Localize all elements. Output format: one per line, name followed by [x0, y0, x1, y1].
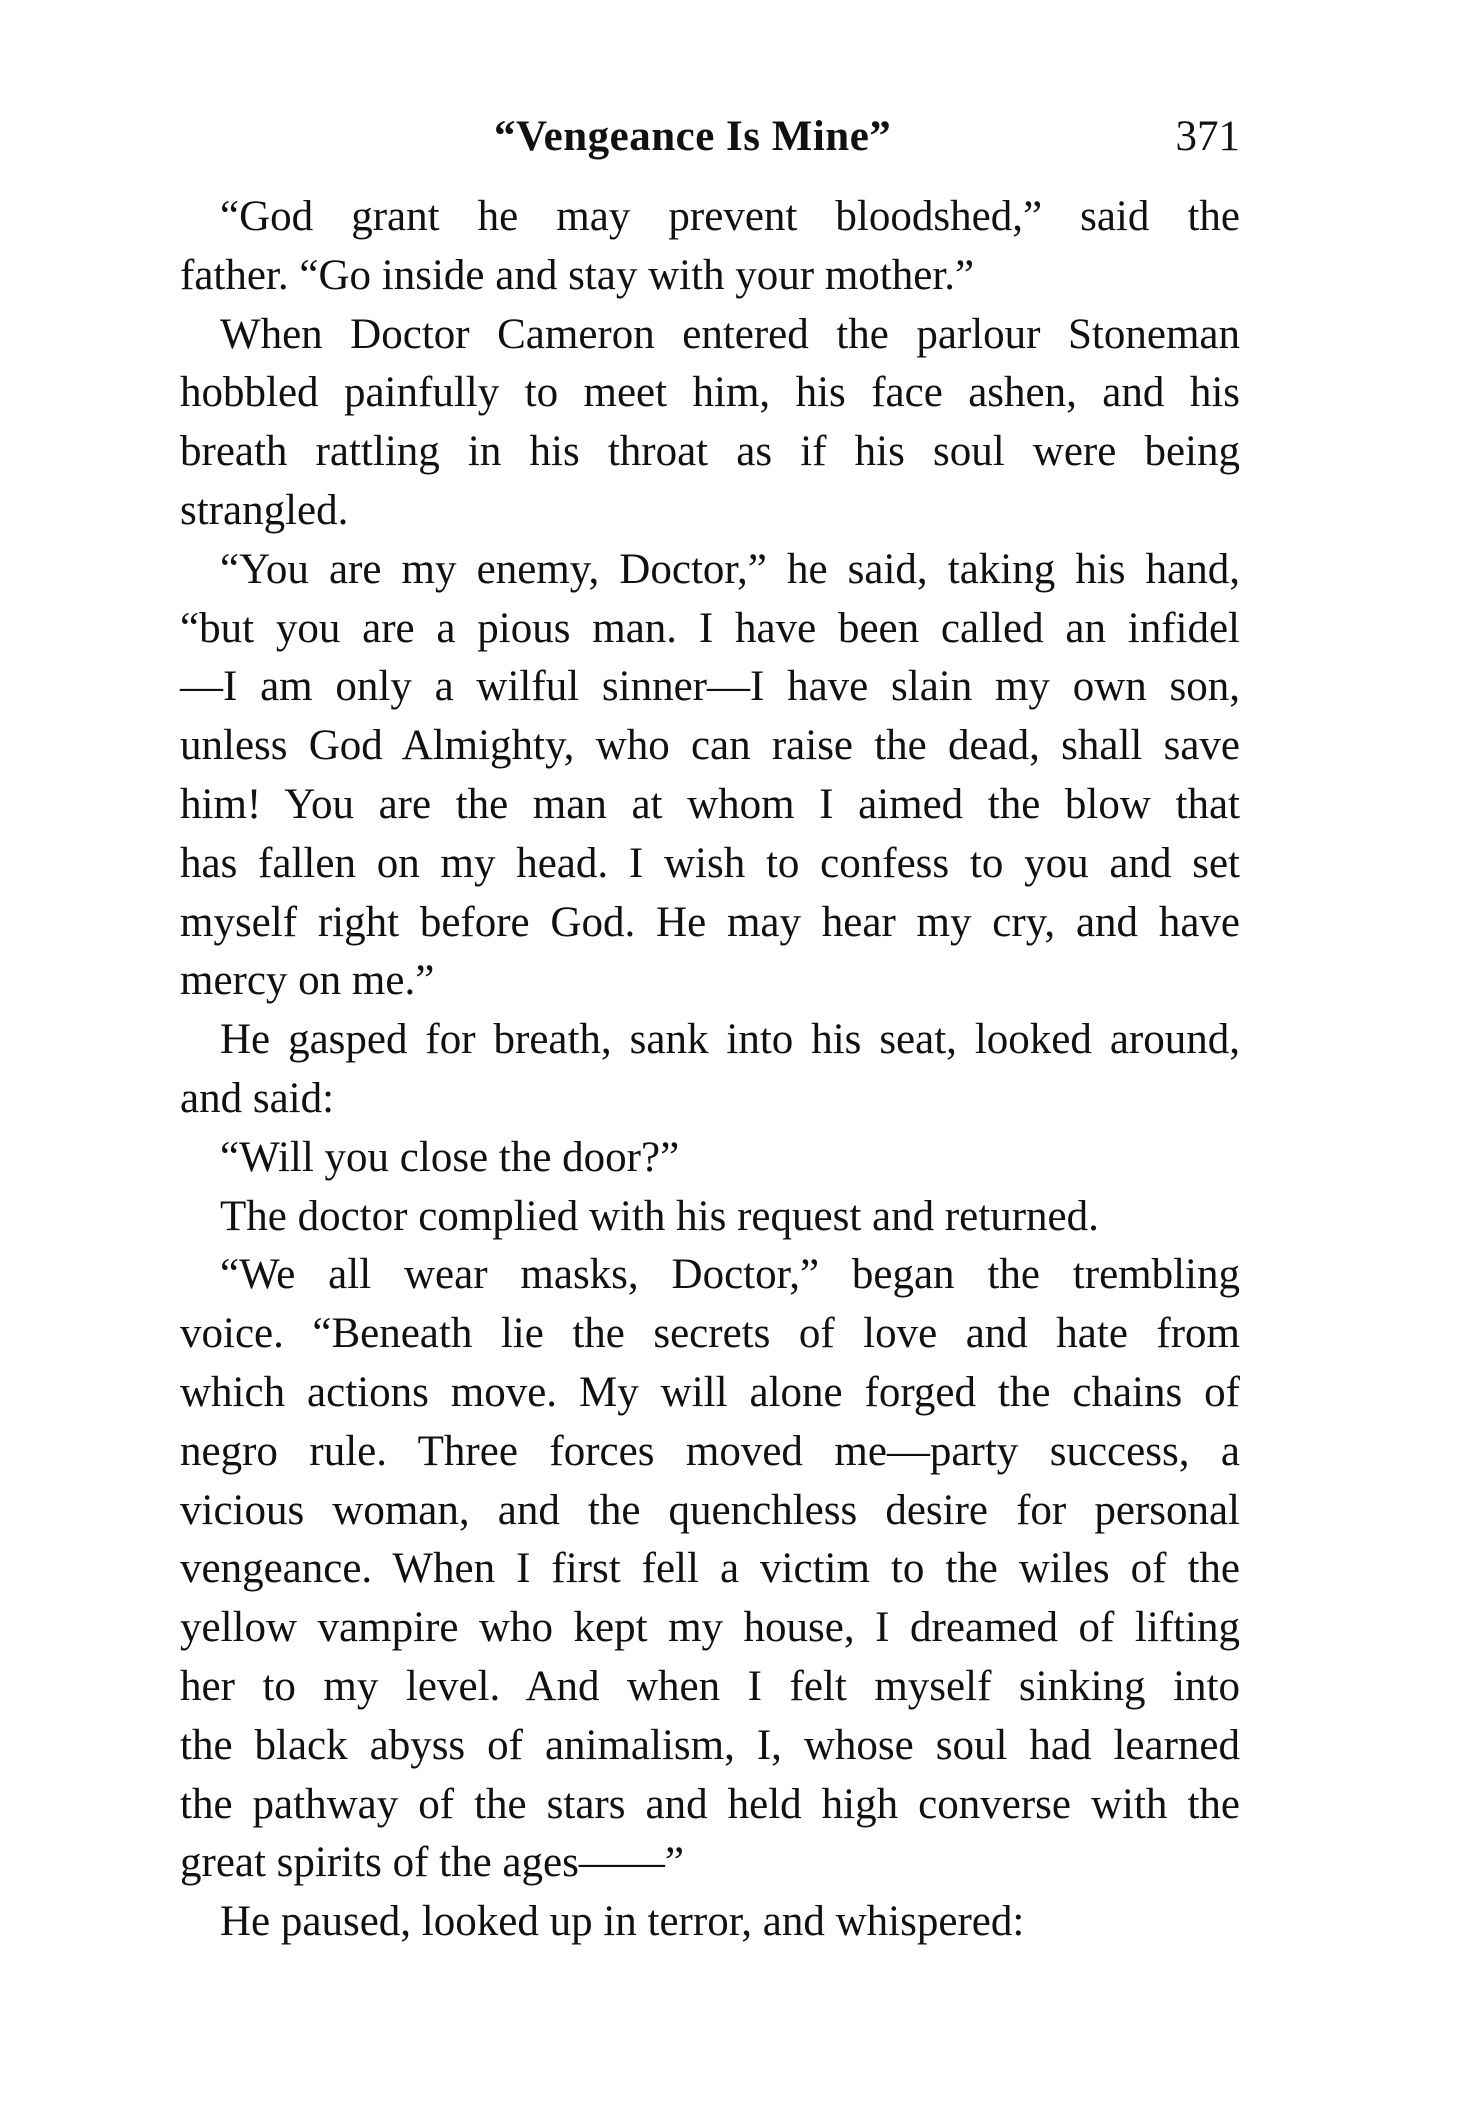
text-line: breath rattling in his throat as if his soul were being	[180, 428, 1240, 476]
text-line: myself right before God. He may hear my cry, and have	[180, 898, 1240, 946]
text-line: vengeance. When I first fell a victim to the wiles of the	[180, 1545, 1240, 1593]
text-line: He gasped for breath, sank into his seat, looked around,	[220, 1016, 1240, 1064]
text-line: the black abyss of animalism, I, whose soul had learned	[180, 1721, 1240, 1769]
body-text	[180, 188, 1240, 1952]
text-line: negro rule. Three forces moved me—party success, a	[180, 1427, 1240, 1475]
text-line: yellow vampire who kept my house, I dreamed of lifting	[180, 1604, 1240, 1652]
text-line: has fallen on my head. I wish to confess to you and set	[180, 839, 1240, 887]
running-header	[180, 112, 1240, 172]
text-line: “We all wear masks, Doctor,” began the trembling	[220, 1251, 1240, 1299]
text-line: “You are my enemy, Doctor,” he said, taking his hand,	[220, 545, 1240, 593]
text-line: and said:	[180, 1074, 335, 1122]
text-line: “Will you close the door?”	[220, 1133, 680, 1181]
text-line: mercy on me.”	[180, 957, 435, 1005]
text-line: which actions move. My will alone forged the chains of	[180, 1368, 1240, 1416]
text-line: strangled.	[180, 486, 349, 534]
text-line: vicious woman, and the quenchless desire for personal	[180, 1486, 1240, 1534]
text-line: the pathway of the stars and held high converse with the	[180, 1780, 1240, 1828]
text-line: “God grant he may prevent bloodshed,” said the	[220, 193, 1240, 240]
text-line: voice. “Beneath lie the secrets of love and hate from	[180, 1310, 1240, 1358]
running-title: “Vengeance Is Mine”	[494, 113, 892, 160]
text-line: great spirits of the ages——”	[180, 1839, 684, 1887]
text-line: —I am only a wilful sinner—I have slain my own son,	[180, 663, 1240, 711]
page-number: 371	[1175, 113, 1240, 160]
text-line: The doctor complied with his request and returned.	[220, 1192, 1099, 1240]
text-line: hobbled painfully to meet him, his face ashen, and his	[180, 369, 1240, 417]
text-line: him! You are the man at whom I aimed the blow that	[180, 780, 1240, 828]
text-line: father. “Go inside and stay with your mother.”	[180, 251, 975, 299]
text-line: When Doctor Cameron entered the parlour Stoneman	[220, 310, 1240, 358]
text-line: unless God Almighty, who can raise the dead, shall save	[180, 722, 1240, 770]
text-line: He paused, looked up in terror, and whispered:	[220, 1898, 1025, 1946]
text-line: her to my level. And when I felt myself sinking into	[180, 1662, 1240, 1710]
text-line: “but you are a pious man. I have been called an infidel	[180, 604, 1240, 652]
